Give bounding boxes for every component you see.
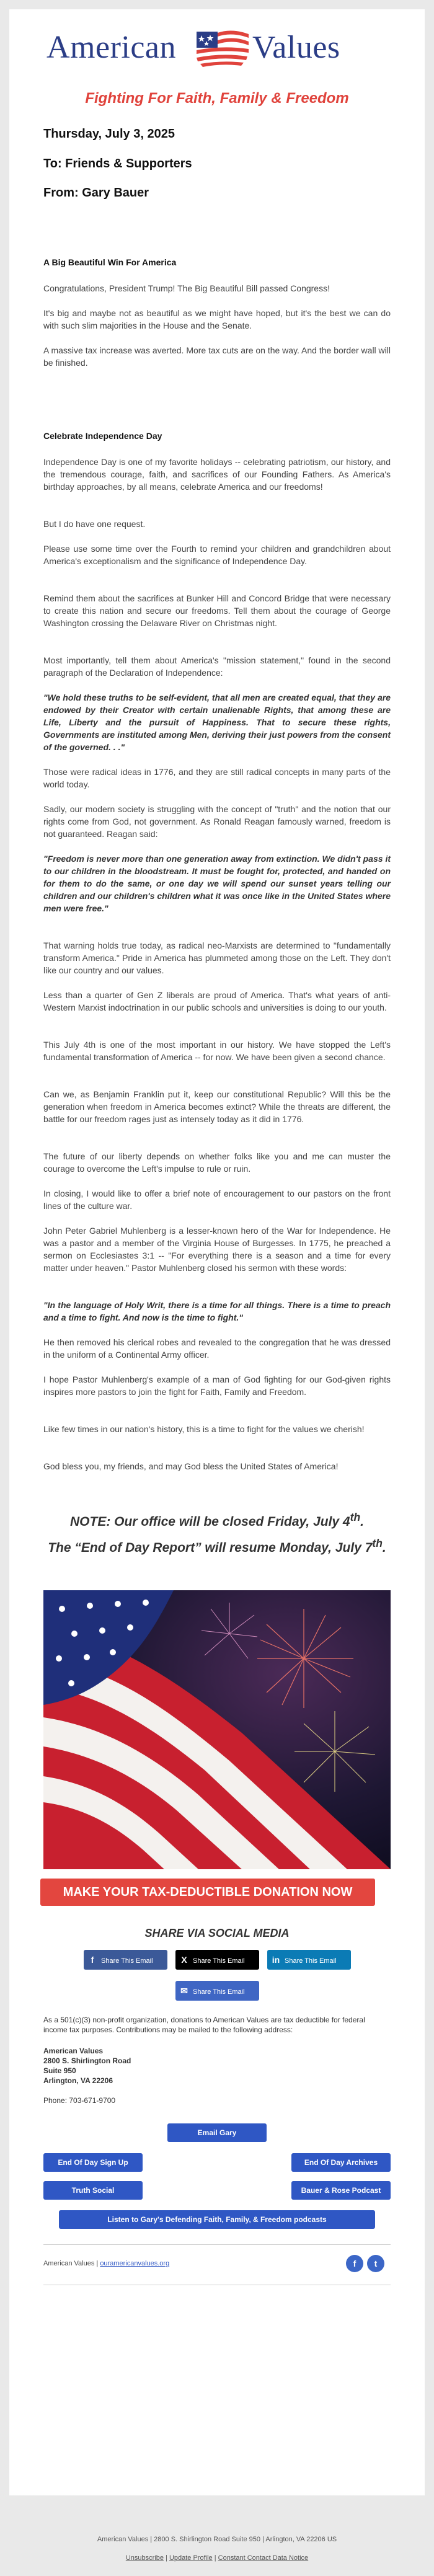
separator: | [212, 2554, 218, 2562]
divider [43, 2244, 391, 2245]
paragraph: It's big and maybe not as beautiful as we might have hoped, but it's the best we can do with such slim majorities in the House and the Senate. [43, 308, 391, 330]
facebook-icon: f [91, 1955, 94, 1965]
email-body [9, 9, 425, 2495]
paragraph: Most importantly, tell them about America's "mission statement," found in the second paragraph of the Declaration of Independence: [43, 655, 391, 678]
donate-button[interactable]: MAKE YOUR TAX-DEDUCTIBLE DONATION NOW [40, 1879, 375, 1906]
quote-declaration: "We hold these truths to be self-evident, that all men are created equal, that they are endowed by their Creator with certain unalienable Rights, that among these are Life, Liberty and the pursuit of Happiness. That to secure these rights, Governments are instituted among Men, deriving their just powers from the consent of the governed. . ." [43, 693, 391, 752]
notice-sup-1: th [350, 1511, 361, 1523]
eod-signup-button[interactable]: End Of Day Sign Up [43, 2153, 143, 2172]
paragraph: He then removed his clerical robes and revealed to the congregation that he was dressed in the uniform of a Continental Army officer. [43, 1337, 391, 1360]
share-email-button[interactable] [175, 1981, 259, 2001]
paragraph: Please use some time over the Fourth to remind your children and grandchildren about America's exceptionalism and the significance of Independence Day. [43, 544, 391, 566]
quote-reagan: "Freedom is never more than one generation away from extinction. We didn't pass it to our children in the bloodstream. It must be fought for, protected, and handed on for them to do the same, or one day we will spend our sunset years telling our children and our children's children what it was once like in the United States where men were free." [43, 854, 391, 913]
paragraph: In closing, I would like to offer a brief note of encouragement to our pastors on the front lines of the culture war. [43, 1188, 391, 1211]
email-icon: ✉ [180, 1986, 188, 1996]
footer-links [0, 2554, 434, 2562]
paragraph: John Peter Gabriel Muhlenberg is a lesser-known hero of the War for Independence. He was a pastor and a member of the Virginia House of Burgesses. In 1775, he preached a sermon on Ecclesiastes 3:1 -- "For everything there is a season and a time for every matter under heaven." Pastor Muhlenberg closed his sermon with these words: [43, 1226, 391, 1273]
org-address-3: Arlington, VA 22206 [43, 2076, 113, 2085]
quote-muhlenberg: "In the language of Holy Writ, there is a time for all things. There is a time to preach and a time to fight. And now is the time to fight." [43, 1300, 391, 1322]
footer-site-link[interactable]: ouramericanvalues.org [100, 2260, 170, 2267]
tax-disclaimer: As a 501(c)(3) non-profit organization, donations to American Values are tax deductible for federal income tax purposes. Contributions may be mailed to the following address: [43, 2016, 365, 2034]
update-profile-link[interactable]: Update Profile [169, 2554, 213, 2562]
paragraph: God bless you, my friends, and may God bless the United States of America! [43, 1461, 339, 1471]
share-facebook-label: Share This Email [101, 1957, 153, 1965]
tagline: Fighting For Faith, Family & Freedom [85, 90, 349, 107]
paragraph: Those were radical ideas in 1776, and they are still radical concepts in many parts of the world today. [43, 767, 391, 789]
facebook-social-icon[interactable]: f [346, 2255, 363, 2272]
paragraph: But I do have one request. [43, 519, 146, 529]
share-email-label: Share This Email [193, 1988, 245, 1996]
footer-address: American Values | 2800 S. Shirlington Road Suite 950 | Arlington, VA 22206 US [97, 2536, 337, 2543]
share-x-button[interactable] [175, 1950, 259, 1970]
paragraph: I hope Pastor Muhlenberg's example of a man of God fighting for our God-given rights inspires more pastors to join the fight for Faith, Family and Freedom. [43, 1374, 391, 1397]
logo-word-left: American [46, 30, 177, 65]
paragraph: The future of our liberty depends on whether folks like you and me can muster the courage to overcome the Left's impulse to rule or ruin. [43, 1151, 391, 1174]
paragraph: This July 4th is one of the most important in our history. We have stopped the Left's fundamental transformation of America -- for now. We have been given a second chance. [43, 1040, 391, 1062]
truth-social-button[interactable]: Truth Social [43, 2181, 143, 2200]
org-name: American Values [43, 2047, 104, 2055]
flag-fireworks-illustration [43, 1590, 391, 1869]
org-address-1: 2800 S. Shirlington Road [43, 2056, 131, 2065]
data-notice-link[interactable]: Constant Contact Data Notice [218, 2554, 309, 2562]
paragraph: Independence Day is one of my favorite holidays -- celebrating patriotism, our history, and the tremendous courage, faith, and sacrifices of our Founding Fathers. As America's birthday approaches, by all means, celebrate America and our freedoms! [43, 457, 391, 492]
bauer-rose-podcast-button[interactable]: Bauer & Rose Podcast [291, 2181, 391, 2200]
memo-from: From: Gary Bauer [43, 186, 149, 200]
notice-line-1: NOTE: Our office will be closed Friday, July 4 [70, 1515, 350, 1529]
paragraph: Like few times in our nation's history, this is a time to fight for the values we cherish! [43, 1424, 365, 1434]
notice-line-2: The “End of Day Report” will resume Monday, July 7 [48, 1541, 373, 1555]
notice-punct-2: . [382, 1541, 386, 1555]
notice-sup-2: th [372, 1537, 383, 1549]
memo-to: To: Friends & Supporters [43, 157, 192, 170]
footer-org-line [43, 2260, 169, 2267]
org-address-2: Suite 950 [43, 2066, 76, 2075]
paragraph: That warning holds true today, as radical neo-Marxists are determined to "fundamentally transform America." Pride in America has plummeted among those on the Left. They don't like our country and our values. [43, 941, 391, 975]
paragraph: A massive tax increase was averted. More tax cuts are on the way. And the border wall will be finished. [43, 345, 391, 368]
x-icon: X [181, 1955, 187, 1965]
notice-punct-1: . [360, 1515, 364, 1529]
separator: | [163, 2554, 169, 2562]
section-title-independence-day: Celebrate Independence Day [43, 431, 162, 441]
share-title: SHARE VIA SOCIAL MEDIA [144, 1927, 290, 1939]
footer-org: American Values | [43, 2260, 100, 2267]
org-phone: Phone: 703-671-9700 [43, 2096, 116, 2105]
share-linkedin-label: Share This Email [285, 1957, 337, 1965]
twitter-social-icon[interactable]: t [367, 2255, 384, 2272]
email-gary-button[interactable]: Email Gary [167, 2123, 267, 2142]
unsubscribe-link[interactable]: Unsubscribe [125, 2554, 164, 2562]
office-closed-notice [43, 1507, 391, 1559]
eod-archives-button[interactable]: End Of Day Archives [291, 2153, 391, 2172]
logo[interactable] [9, 22, 425, 71]
flag-logo-icon [194, 27, 251, 70]
paragraph: Can we, as Benjamin Franklin put it, keep our constitutional Republic? Will this be the generation when freedom in America becomes extinct? While the threats are different, the battle for our freedom rages just as intensely today as it did in 1776. [43, 1089, 391, 1124]
flag-fireworks-image[interactable] [43, 1590, 391, 1869]
share-linkedin-button[interactable] [267, 1950, 351, 1970]
share-facebook-button[interactable] [84, 1950, 167, 1970]
linkedin-icon: in [272, 1955, 280, 1965]
paragraph: Sadly, our modern society is struggling with the concept of "truth" and the notion that our rights come from God, not government. As Ronald Reagan famously warned, freedom is not guaranteed. Reagan said: [43, 804, 391, 839]
podcasts-button[interactable]: Listen to Gary's Defending Faith, Family, & Freedom podcasts [59, 2210, 375, 2229]
section-title-big-win: A Big Beautiful Win For America [43, 257, 177, 267]
paragraph: Remind them about the sacrifices at Bunker Hill and Concord Bridge that were necessary to create this nation and secure our freedoms. Tell them about the courage of George Washington crossing the Delaware River on Christmas night. [43, 593, 391, 628]
logo-word-right: Values [252, 30, 340, 65]
paragraph: Less than a quarter of Gen Z liberals are proud of America. That's what years of anti-Western Marxist indoctrination in our public schools and universities is doing to our youth. [43, 990, 391, 1012]
share-x-label: Share This Email [193, 1957, 245, 1965]
memo-date: Thursday, July 3, 2025 [43, 127, 175, 141]
paragraph: Congratulations, President Trump! The Big Beautiful Bill passed Congress! [43, 283, 330, 293]
